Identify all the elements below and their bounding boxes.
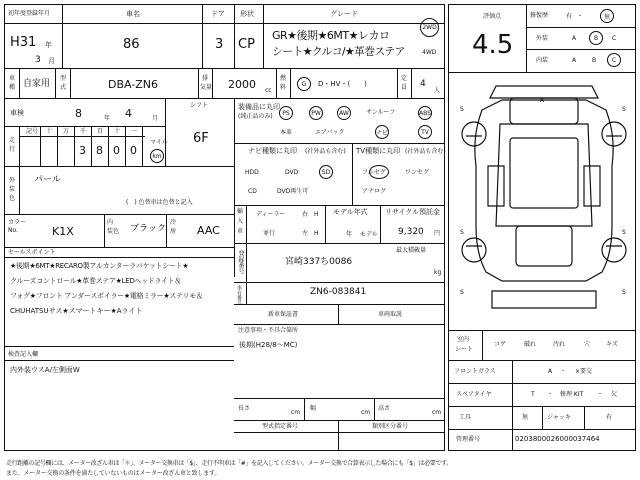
- equip-aw: AW: [337, 106, 351, 120]
- name-label: 車名: [126, 10, 140, 18]
- reg-era: H31: [10, 35, 37, 50]
- footer-line1: 走行距離の記号欄には、メーター改ざん車は「＊」、メーター交換車は「$」、走行不明車は「#」を記入してください。メーター交換で合算表示した場合にも「$」は必要です。: [6, 460, 452, 467]
- notice-label: 注意事項・不具合箇所: [238, 327, 299, 334]
- km-circle: km: [150, 149, 164, 163]
- ext-b-circle: B: [589, 31, 603, 45]
- mileage-digit: 3: [79, 144, 86, 157]
- int-c-circle: C: [607, 53, 621, 67]
- reg-num-label: 登録番号: [237, 250, 244, 274]
- shift-value: 6F: [193, 131, 209, 146]
- mileage-digit: 0: [130, 144, 137, 157]
- interior-color: ブラック: [130, 224, 166, 234]
- drive-2wd-circle: 2WD: [420, 18, 439, 37]
- grade-line2: シート★クルコ/★革巻ステア: [272, 45, 405, 58]
- mileage-unit: 一: [131, 128, 138, 135]
- fuel-g-circle: G: [297, 77, 311, 91]
- fuel-rest: D・HV・( ): [318, 80, 367, 88]
- exterior-color: パール: [34, 175, 61, 185]
- name-value: 86: [123, 37, 140, 52]
- rating-value: 4.5: [472, 30, 514, 60]
- reg-num-value: 宮崎337ち0086: [285, 257, 353, 267]
- inspector-text: 内外装ウスA/左側面W: [10, 366, 80, 374]
- reg-year-unit: 年: [45, 41, 52, 49]
- mileage-digit: 8: [96, 144, 103, 157]
- mileage-col-divider: [142, 126, 143, 166]
- mileage-col-divider: [108, 126, 109, 166]
- grade-line1: GR★後期★6MT★レカロ: [272, 29, 390, 42]
- mileage-unit: 十: [46, 128, 53, 135]
- door-value: 3: [215, 37, 224, 52]
- recycle-label: リサイクル預託金: [385, 208, 441, 216]
- equip-pw: PW: [309, 106, 323, 120]
- model-value: DBA-ZN6: [108, 78, 159, 91]
- mileage-unit: 万: [63, 128, 70, 135]
- reg-month: 3: [35, 55, 41, 65]
- control-number: 0203800026000037464: [515, 435, 600, 443]
- mileage-col-divider: [91, 126, 92, 166]
- color-no: K1X: [52, 225, 74, 238]
- mileage-col-divider: [125, 126, 126, 166]
- notice-text: 後期(H28/8〜MC): [239, 341, 298, 349]
- shape-value: CP: [238, 37, 255, 52]
- mileage-unit: 千: [80, 128, 87, 135]
- reg-month-unit: 月: [48, 57, 55, 65]
- inspection-year: 8: [75, 107, 82, 120]
- max-load-label: 最大積載量: [396, 247, 427, 254]
- footer-line2: また、メーター交換の条件を満たしていないものはメーター改ざん車と致します。: [6, 470, 221, 477]
- model-year-label: モデル年式: [333, 208, 368, 216]
- equip-navi: ナビ: [375, 125, 389, 139]
- frame-value: ZN6-083841: [310, 287, 367, 297]
- navi-title: ナビ種類に丸印: [248, 147, 297, 155]
- disp-value: 2000: [228, 78, 256, 91]
- sales-title: セールスポイント: [8, 249, 56, 256]
- reg-label: 初年度登録年月: [8, 10, 51, 17]
- rating-label: 評価点: [483, 13, 502, 20]
- equip-ps: PS: [279, 106, 293, 120]
- mileage-unit: 百: [97, 128, 104, 135]
- navi-sd: SD: [319, 165, 333, 179]
- mileage-col-divider: [74, 126, 75, 166]
- inspection-month: 4: [125, 107, 132, 120]
- inspector-label: 検査記入欄: [8, 351, 39, 358]
- mileage-unit: 十: [114, 128, 121, 135]
- shape-label: 形状: [240, 10, 254, 18]
- equip-abs: ABS: [418, 106, 432, 120]
- shift-label: シフト: [190, 102, 209, 109]
- door-label: ドア: [211, 10, 225, 18]
- mileage-col-divider: [57, 126, 58, 166]
- drive-4wd: 4WD: [422, 49, 437, 56]
- cap-value: 4: [420, 79, 426, 89]
- usage-value: 自家用: [23, 79, 51, 89]
- ac-value: AAC: [197, 224, 220, 237]
- exterior-note: ( ) 色替車は色替と記入: [126, 199, 193, 206]
- equip-tv: TV: [418, 125, 432, 139]
- car-diagram: [452, 76, 634, 324]
- grade-label: グレード: [330, 10, 358, 18]
- mileage-col-divider: [40, 126, 41, 166]
- recycle-value: 9,320: [398, 227, 424, 237]
- tv-title: TV種類に丸印: [356, 147, 401, 155]
- inspection-label: 車検: [10, 109, 24, 117]
- repair-no-circle: 無: [600, 9, 614, 23]
- mileage-digit: 0: [113, 144, 120, 157]
- equipment-title: 装備品に丸印: [238, 103, 280, 111]
